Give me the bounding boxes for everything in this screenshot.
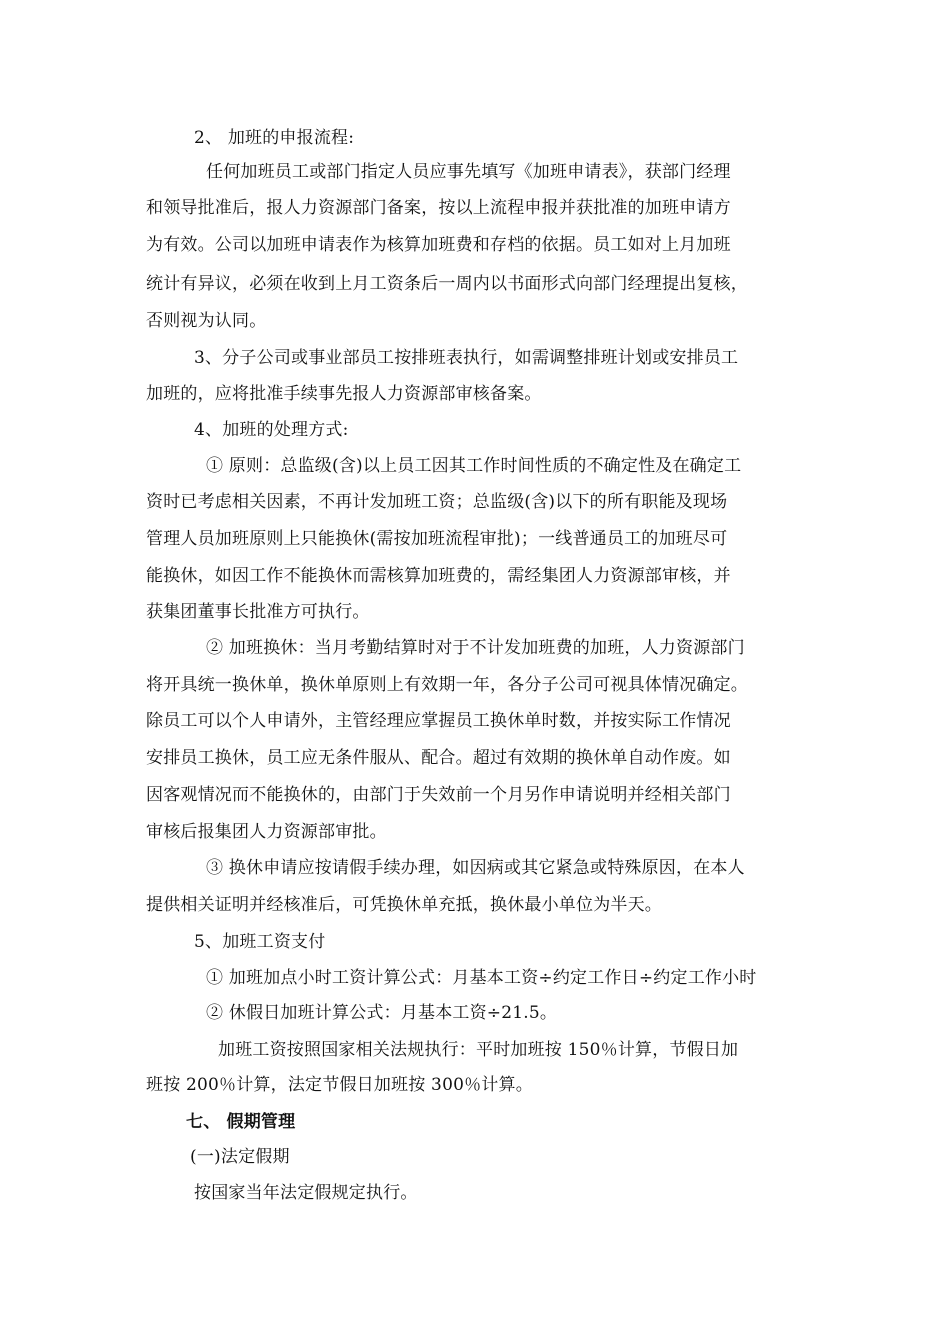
paragraph-line: 将开具统一换休单，换休单原则上有效期一年，各分子公司可视具体情况确定。 xyxy=(146,675,748,695)
paragraph-line: 加班的，应将批准手续事先报人力资源部审核备案。 xyxy=(146,384,542,404)
paragraph-line: 提供相关证明并经核准后，可凭换休单充抵，换休最小单位为半天。 xyxy=(146,895,662,915)
subheading-overtime-handling: 4、加班的处理方式: xyxy=(194,420,349,440)
paragraph-line: 管理人员加班原则上只能换休(需按加班流程审批)；一线普通员工的加班尽可 xyxy=(146,529,728,549)
paragraph-line: 安排员工换休，员工应无条件服从、配合。超过有效期的换休单自动作废。如 xyxy=(146,748,731,768)
paragraph-line: 按国家当年法定假规定执行。 xyxy=(194,1183,418,1203)
paragraph-line: ② 加班换休：当月考勤结算时对于不计发加班费的加班，人力资源部门 xyxy=(206,638,745,658)
paragraph-line: 统计有异议，必须在收到上月工资条后一周内以书面形式向部门经理提出复核， xyxy=(146,274,748,294)
paragraph-line: 因客观情况而不能换休的，由部门于失效前一个月另作申请说明并经相关部门 xyxy=(146,785,731,805)
paragraph-line: 3、分子公司或事业部员工按排班表执行，如需调整排班计划或安排员工 xyxy=(194,348,739,368)
paragraph-line: 班按 200％计算，法定节假日加班按 300％计算。 xyxy=(146,1075,533,1095)
formula-line: ② 休假日加班计算公式：月基本工资÷21.5。 xyxy=(206,1003,558,1023)
subheading-overtime-application-process: 2、 加班的申报流程: xyxy=(194,128,355,148)
paragraph-line: 和领导批准后，报人力资源部门备案，按以上流程申报并获批准的加班申请方 xyxy=(146,198,731,218)
paragraph-line: ① 原则：总监级(含)以上员工因其工作时间性质的不确定性及在确定工 xyxy=(206,456,742,476)
paragraph-line: 获集团董事长批准方可执行。 xyxy=(146,602,370,622)
paragraph-line: 审核后报集团人力资源部审批。 xyxy=(146,822,387,842)
section-heading-leave-management: 七、 假期管理 xyxy=(186,1112,296,1132)
paragraph-line: 为有效。公司以加班申请表作为核算加班费和存档的依据。员工如对上月加班 xyxy=(146,235,731,255)
formula-line: ① 加班加点小时工资计算公式：月基本工资÷约定工作日÷约定工作小时 xyxy=(206,968,757,988)
subheading-overtime-pay: 5、加班工资支付 xyxy=(194,932,326,952)
paragraph-line: 任何加班员工或部门指定人员应事先填写《加班申请表》，获部门经理 xyxy=(206,162,731,182)
subsection-heading-legal-holidays: (一)法定假期 xyxy=(190,1147,290,1167)
paragraph-line: 加班工资按照国家相关法规执行：平时加班按 150％计算，节假日加 xyxy=(218,1040,739,1060)
paragraph-line: 否则视为认同。 xyxy=(146,311,267,331)
paragraph-line: 能换休，如因工作不能换休而需核算加班费的，需经集团人力资源部审核，并 xyxy=(146,566,731,586)
paragraph-line: ③ 换休申请应按请假手续办理，如因病或其它紧急或特殊原因，在本人 xyxy=(206,858,745,878)
paragraph-line: 除员工可以个人申请外，主管经理应掌握员工换休单时数，并按实际工作情况 xyxy=(146,711,731,731)
paragraph-line: 资时已考虑相关因素，不再计发加班工资；总监级(含)以下的所有职能及现场 xyxy=(146,492,728,512)
